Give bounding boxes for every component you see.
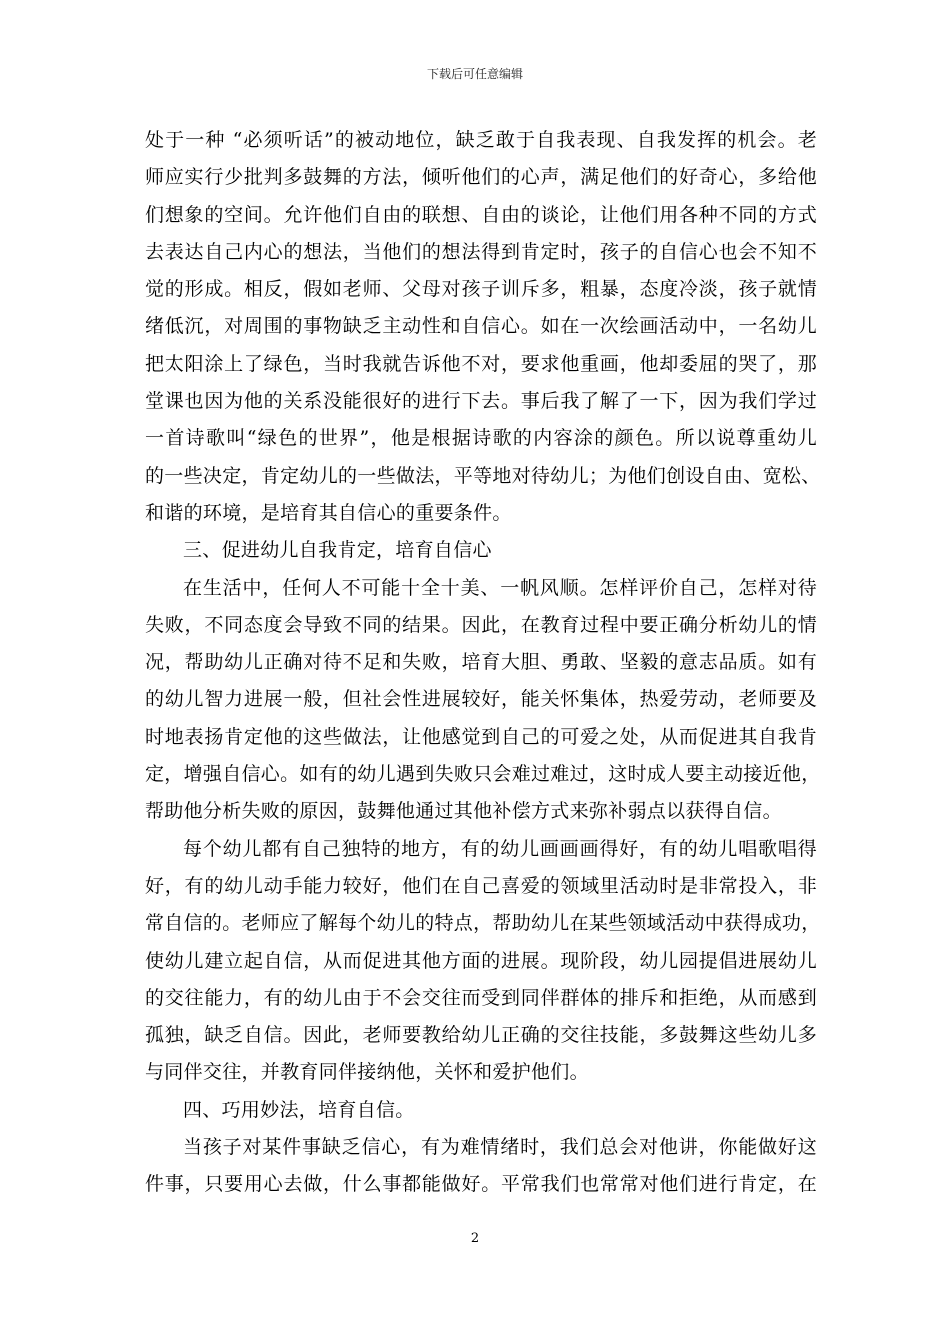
text-line: 的交往能力，有的幼儿由于不会交往而受到同伴群体的排斥和拒绝，从而感到	[145, 986, 817, 1009]
text-line: 与同伴交往，并教育同伴接纳他，关怀和爱护他们。	[145, 1061, 589, 1084]
text-line: 们想象的空间。允许他们自由的联想、自由的谈论，让他们用各种不同的方式	[145, 203, 817, 226]
page-header: 下载后可任意编辑	[426, 67, 523, 81]
text-line: 使幼儿建立起自信，从而促进其他方面的进展。现阶段，幼儿园提倡进展幼儿	[145, 949, 817, 972]
text-line: 每个幼儿都有自己独特的地方，有的幼儿画画画得好，有的幼儿唱歌唱得	[183, 837, 817, 860]
text-line: 堂课也因为他的关系没能很好的进行下去。事后我了解了一下，因为我们学过	[145, 390, 817, 413]
text-line: 的一些决定，肯定幼儿的一些做法，平等地对待幼儿；为他们创设自由、宽松、	[145, 464, 821, 487]
text-line: 一首诗歌叫“绿色的世界”，他是根据诗歌的内容涂的颜色。所以说尊重幼儿	[145, 427, 817, 450]
section-heading: 三、促进幼儿自我肯定，培育自信心	[183, 539, 492, 562]
text-line: 师应实行少批判多鼓舞的方法，倾听他们的心声，满足他们的好奇心，多给他	[145, 166, 817, 189]
text-line: 定，增强自信心。如有的幼儿遇到失败只会难过难过，这时成人要主动接近他，	[145, 763, 821, 786]
text-line: 常自信的。老师应了解每个幼儿的特点，帮助幼儿在某些领域活动中获得成功，	[145, 912, 821, 935]
text-line: 的幼儿智力进展一般，但社会性进展较好，能关怀集体，热爱劳动，老师要及	[145, 688, 817, 711]
document-body	[145, 122, 821, 1204]
text-line: 和谐的环境，是培育其自信心的重要条件。	[145, 501, 512, 524]
text-line: 孤独，缺乏自信。因此，老师要教给幼儿正确的交往技能，多鼓舞这些幼儿多	[145, 1024, 817, 1047]
text-line: 失败，不同态度会导致不同的结果。因此，在教育过程中要正确分析幼儿的情	[145, 613, 817, 636]
text-line: 当孩子对某件事缺乏信心，有为难情绪时，我们总会对他讲，你能做好这	[183, 1136, 817, 1159]
text-line: 件事，只要用心去做，什么事都能做好。平常我们也常常对他们进行肯定，在	[145, 1173, 817, 1196]
text-line: 绪低沉，对周围的事物缺乏主动性和自信心。如在一次绘画活动中，一名幼儿	[145, 315, 817, 338]
page-number: 2	[470, 1231, 480, 1246]
text-line: 把太阳涂上了绿色，当时我就告诉他不对，要求他重画，他却委屈的哭了，那	[145, 352, 817, 375]
text-line: 觉的形成。相反，假如老师、父母对孩子训斥多，粗暴，态度冷淡，孩子就情	[145, 278, 817, 301]
text-line: 去表达自己内心的想法，当他们的想法得到肯定时，孩子的自信心也会不知不	[145, 240, 817, 263]
section-heading: 四、巧用妙法，培育自信。	[183, 1098, 415, 1121]
text-line: 帮助他分析失败的原因，鼓舞他通过其他补偿方式来弥补弱点以获得自信。	[145, 800, 782, 823]
text-line: 况，帮助幼儿正确对待不足和失败，培育大胆、勇敢、坚毅的意志品质。如有	[145, 651, 817, 674]
text-line: 在生活中，任何人不可能十全十美、一帆风顺。怎样评价自己，怎样对待	[183, 576, 817, 599]
text-line: 好，有的幼儿动手能力较好，他们在自己喜爱的领域里活动时是非常投入，非	[145, 874, 817, 897]
text-line: 处于一种 “必须听话”的被动地位，缺乏敢于自我表现、自我发挥的机会。老	[145, 129, 817, 151]
text-line: 时地表扬肯定他的这些做法，让他感觉到自己的可爱之处，从而促进其自我肯	[145, 725, 817, 748]
